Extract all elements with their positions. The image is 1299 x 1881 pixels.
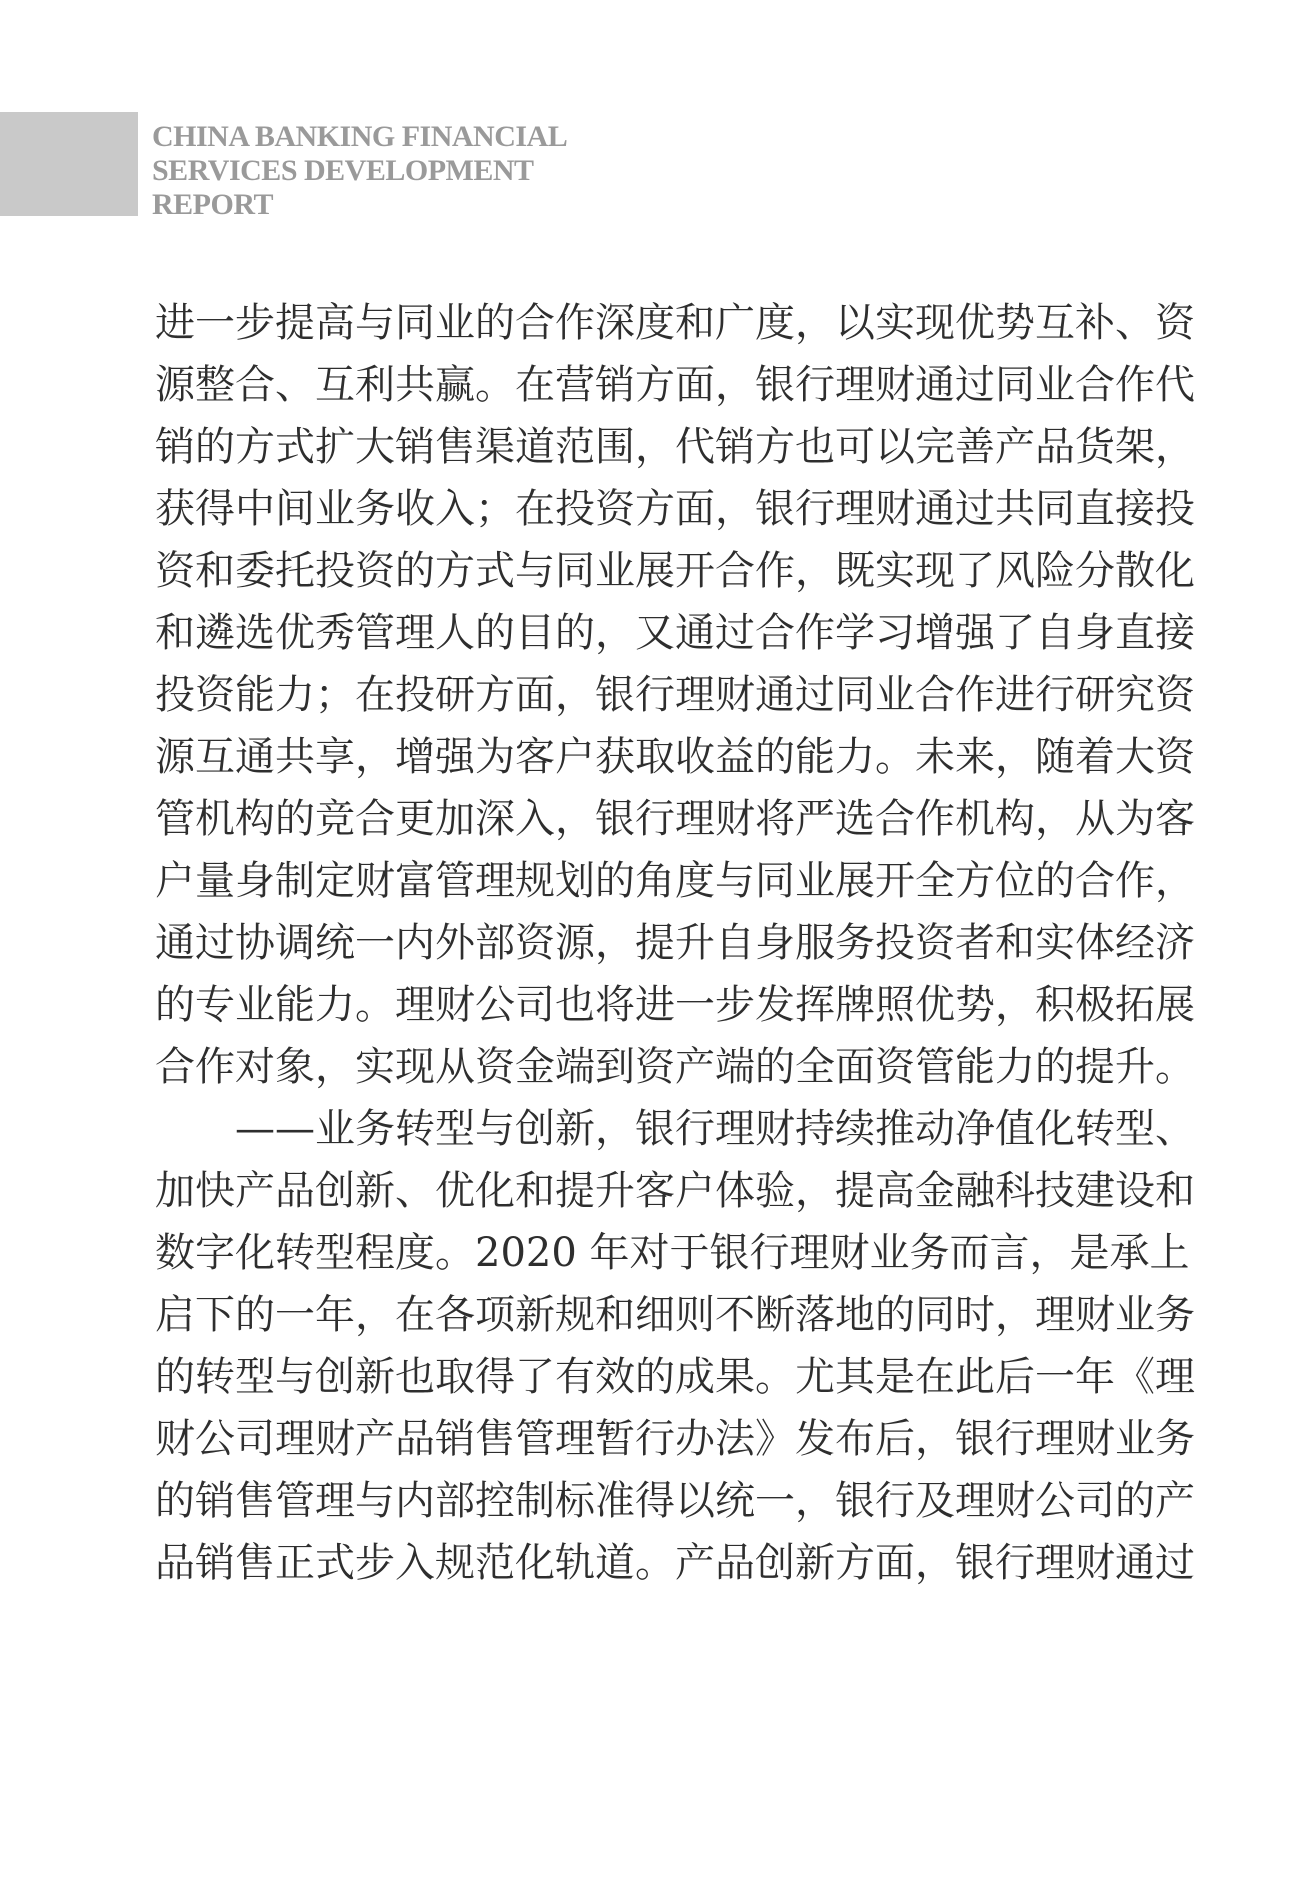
text-line: ——业务转型与创新，银行理财持续推动净值化转型、: [235, 1106, 1195, 1152]
text-line: 进一步提高与同业的合作深度和广度，以实现优势互补、资: [155, 300, 1195, 346]
text-line: 销的方式扩大销售渠道范围，代销方也可以完善产品货架，: [155, 424, 1195, 470]
text-line: 启下的一年，在各项新规和细则不断落地的同时，理财业务: [155, 1292, 1195, 1338]
text-line: 源互通共享，增强为客户获取收益的能力。未来，随着大资: [155, 734, 1195, 780]
text-line: 合作对象，实现从资金端到资产端的全面资管能力的提升。: [155, 1044, 1195, 1090]
text-line: 财公司理财产品销售管理暂行办法》发布后，银行理财业务: [155, 1416, 1195, 1462]
text-line: 的转型与创新也取得了有效的成果。尤其是在此后一年《理: [155, 1354, 1195, 1400]
text-line: 数字化转型程度。2020 年对于银行理财业务而言，是承上: [155, 1230, 1190, 1276]
text-line: 和遴选优秀管理人的目的，又通过合作学习增强了自身直接: [155, 610, 1195, 656]
text-line: 户量身制定财富管理规划的角度与同业展开全方位的合作，: [155, 858, 1195, 904]
text-line: 获得中间业务收入；在投资方面，银行理财通过共同直接投: [155, 486, 1195, 532]
running-header: [152, 120, 567, 222]
text-line: 管机构的竞合更加深入，银行理财将严选合作机构，从为客: [155, 796, 1195, 842]
text-line: 的销售管理与内部控制标准得以统一，银行及理财公司的产: [155, 1478, 1195, 1524]
running-header-line: CHINA BANKING FINANCIAL: [152, 120, 568, 153]
body-text: [155, 292, 1195, 1594]
text-line: 通过协调统一内外部资源，提升自身服务投资者和实体经济: [155, 920, 1195, 966]
text-line: 品销售正式步入规范化轨道。产品创新方面，银行理财通过: [155, 1540, 1195, 1586]
text-line: 的专业能力。理财公司也将进一步发挥牌照优势，积极拓展: [155, 982, 1195, 1028]
text-line: 投资能力；在投研方面，银行理财通过同业合作进行研究资: [155, 672, 1195, 718]
running-header-line: SERVICES DEVELOPMENT: [152, 154, 534, 187]
running-header-line: REPORT: [152, 188, 273, 221]
text-line: 源整合、互利共赢。在营销方面，银行理财通过同业合作代: [155, 362, 1195, 408]
text-line: 资和委托投资的方式与同业展开合作，既实现了风险分散化: [155, 548, 1195, 594]
text-line: 加快产品创新、优化和提升客户体验，提高金融科技建设和: [155, 1168, 1195, 1214]
header-gray-block: [0, 112, 138, 216]
